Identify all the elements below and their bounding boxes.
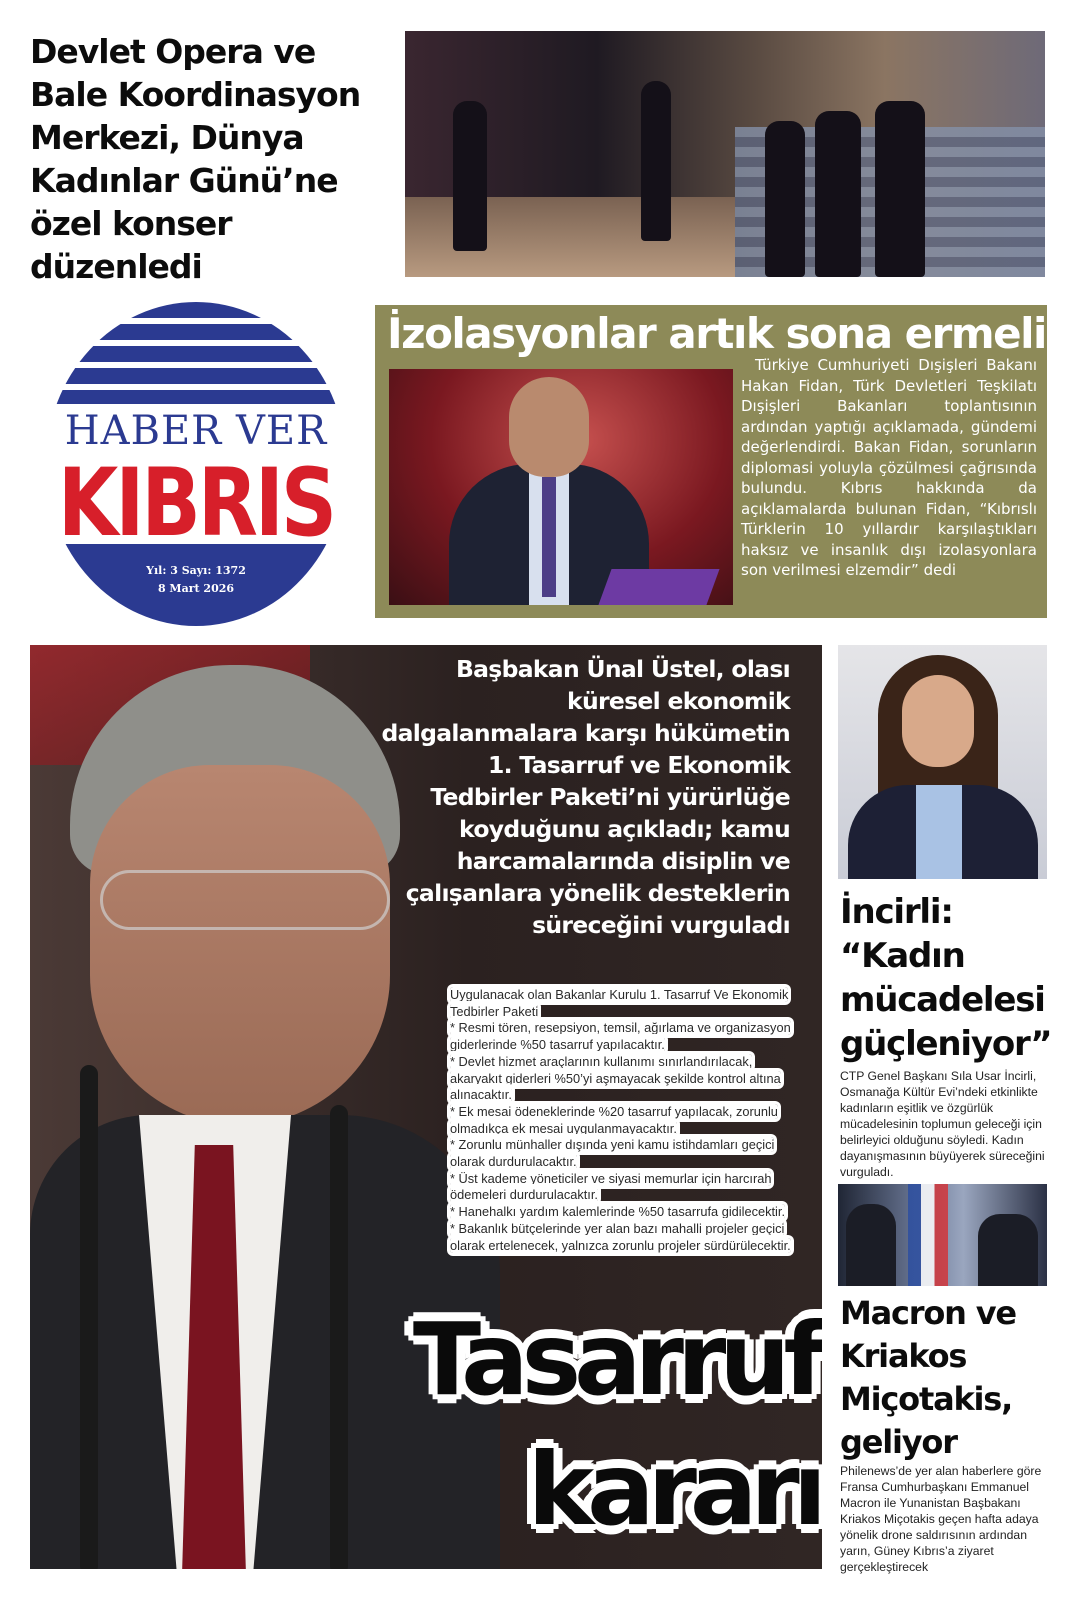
issue-date: 8 Mart 2026 (157, 582, 235, 595)
list-item: * Resmi tören, resepsiyon, temsil, ağırlama ve organizasyon giderlerinde %50 tasarruf yapılacaktır. (450, 1020, 791, 1053)
microphone-icon (80, 1065, 98, 1569)
headline-line1: Tasarruf (412, 1301, 820, 1418)
shirt-shape (916, 785, 962, 879)
main-story-headline[interactable] (290, 1295, 820, 1555)
person-figure (978, 1214, 1038, 1286)
face-shape (902, 675, 974, 767)
list-item: * Zorunlu münhaller dışında yeni kamu istihdamları geçici olarak durdurulacaktır. (450, 1137, 775, 1170)
incirli-story-headline[interactable]: İncirli: “Kadın mücadelesi güçleniyor” (840, 892, 1052, 1064)
logo-line1: HABER VER (64, 408, 328, 454)
flag-shape (908, 1184, 948, 1286)
measures-title: Uygulanacak olan Bakanlar Kurulu 1. Tasarruf Ve Ekonomik Tedbirler Paketi (450, 987, 789, 1019)
list-item: * Ek mesai ödeneklerinde %20 tasarruf yapılacak, zorunlu olmadıkça ek mesai uygulanmayacaktır. (450, 1103, 778, 1136)
list-item: * Üst kademe yöneticiler ve siyasi memurlar için harcırah ödemeleri durdurulacaktır. (450, 1170, 772, 1203)
logo-stripes (46, 302, 346, 404)
laptop-shape (598, 569, 719, 605)
list-item: * Bakanlık bütçelerinde yer alan bazı mahalli projeler geçici olarak ertelenecek, yalnızca zorunlu projeler sürdürülecektir. (450, 1220, 791, 1253)
main-story-deck: Başbakan Ünal Üstel, olası küresel ekonomik dalgalanmalara karşı hükümetin 1. Tasarruf ve Ekonomik Tedbirler Paketi’ni yürürlüğe koyduğunu açıkladı; kamu harcamalarında disiplin ve çalışanlara yönelik desteklerin süreceğini vurguladı (381, 655, 790, 939)
main-story (30, 645, 822, 1569)
dancer-figure (641, 81, 671, 241)
issue-number: Yıl: 3 Sayı: 1372 (146, 564, 246, 577)
incirli-photo (838, 645, 1047, 879)
masthead-logo[interactable] (46, 302, 346, 626)
list-item: * Hanehalkı yardım kalemlerinde %50 tasarrufa gidilecektir. (450, 1204, 786, 1220)
glasses-shape (100, 870, 390, 930)
head-shape (509, 377, 589, 477)
incirli-story-body: CTP Genel Başkanı Sıla Usar İncirli, Osmanağa Kültür Evi’ndeki etkinlikte kadınların eşitlik ve özgürlük mücadelesinin toplumun geleceği için belirleyici olduğunu söyledi. Kadın dayanışmasının büyüyerek süreceğini vurguladı. (840, 1069, 1045, 1179)
isolation-story-photo (389, 369, 733, 605)
list-item: * Devlet hizmet araçlarının kullanımı sınırlandırılacak, akaryakıt giderleri %50’yi aşmayacak şekilde kontrol altına alınacaktır. (450, 1053, 781, 1103)
audience-figure (765, 121, 805, 277)
isolation-story (375, 305, 1047, 618)
logo-line2: KIBRIS (57, 450, 335, 558)
top-story-headline[interactable]: Devlet Opera ve Bale Koordinasyon Merkezi, Dünya Kadınlar Günü’ne özel konser düzenledi (30, 32, 361, 286)
tie-shape (542, 477, 556, 597)
performer-figure (453, 101, 487, 251)
macron-story-body: Philenews’de yer alan haberlere göre Fransa Cumhurbaşkanı Emmanuel Macron ile Yunanistan Başbakanı Kriakos Miçotakis geçen hafta adaya yönelik drone saldırısının ardından yarın, Güney Kıbrıs’a ziyaret gerçekleştirecek (840, 1464, 1042, 1574)
isolation-story-body: Türkiye Cumhuriyeti Dışişleri Bakanı Hakan Fidan, Türk Devletleri Teşkilatı Dışişleri Bakanları toplantısının ardından yaptığı açıklamada, gündemi değerlendirdi. Bakan Fidan, sorunların diplomasi yoluyla çözülmesi çağrısında bulundu. Kıbrıs hakkında da açıklamalarda bulunan Fidan, “Kıbrıslı Türklerin 10 yıllardır karşılaştıkları haksız ve insanlık dışı izolasyonlara son verilmesi elzemdir” dedi (741, 356, 1037, 579)
macron-photo (838, 1184, 1047, 1286)
isolation-story-headline[interactable]: İzolasyonlar artık sona ermeli (387, 309, 1046, 358)
audience-figure (875, 101, 925, 277)
headline-line2: kararı (527, 1431, 820, 1548)
measures-list (450, 987, 795, 1254)
face-shape (90, 765, 390, 1125)
macron-story-headline[interactable]: Macron ve Kriakos Miçotakis, geliyor (840, 1294, 1016, 1461)
audience-figure (815, 111, 861, 277)
concert-photo (405, 31, 1045, 277)
person-figure (846, 1204, 896, 1286)
